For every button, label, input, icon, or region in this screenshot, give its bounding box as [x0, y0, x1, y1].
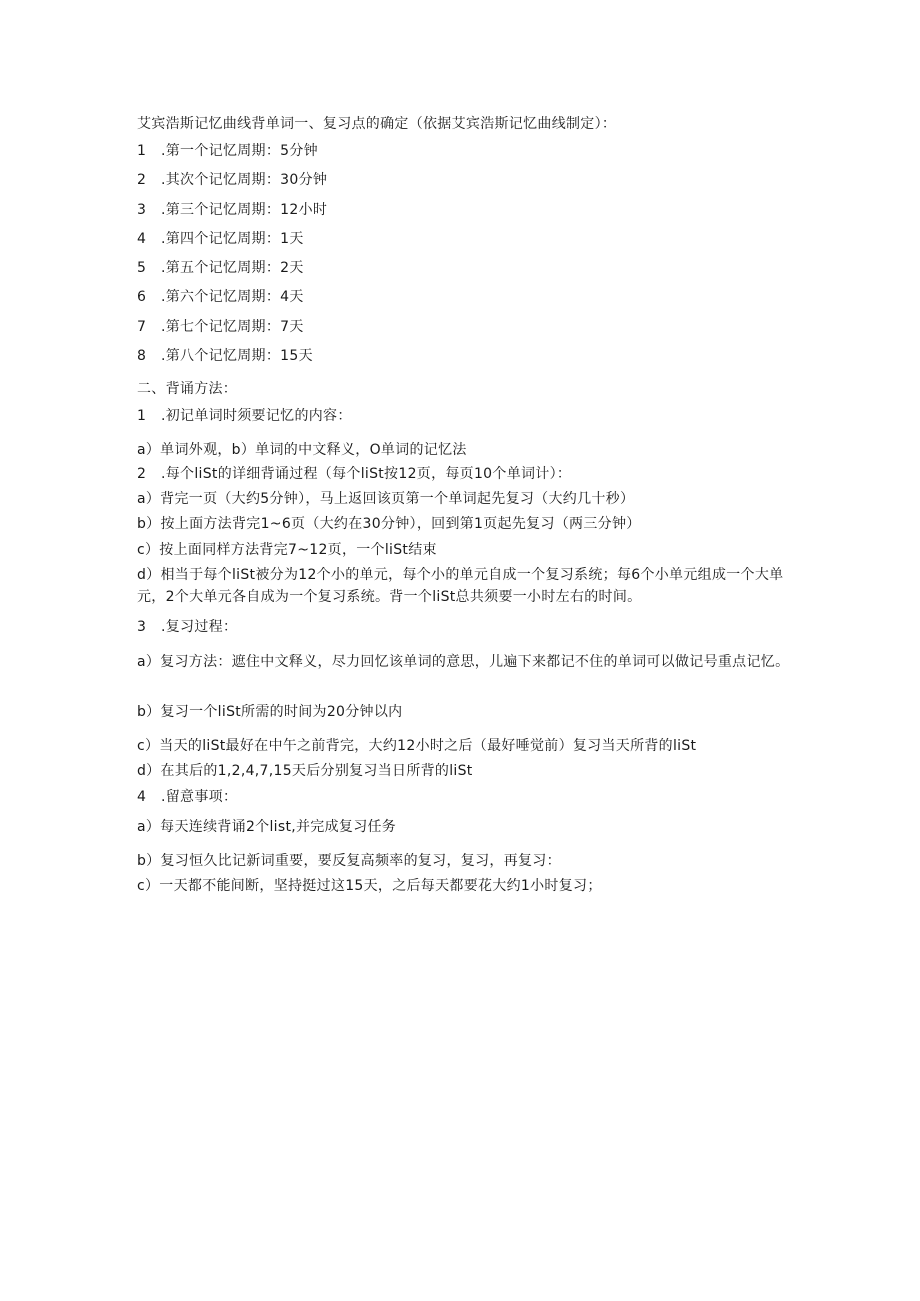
cycle-item-5: [137, 257, 797, 279]
cycle-item-1: [137, 140, 797, 162]
item-2-sub-d: d）相当于每个liSt被分为12个小的单元，每个小的单元自成一个复习系统；每6个小单元组成一个大单元，2个大单元各自成为一个复习系统。背一个liSt总共须要一小时左右的时间。: [137, 567, 784, 605]
cycle-number: 5: [137, 260, 147, 276]
cycle-text: .第五个记忆周期：2天: [161, 260, 304, 276]
cycle-number: 1: [137, 143, 147, 159]
cycle-number: 4: [137, 231, 147, 247]
cycle-item-8: [137, 345, 797, 367]
cycle-number: 6: [137, 289, 147, 305]
section-2-item-1: [137, 405, 797, 427]
item-4-sub-a: a）每天连续背诵2个list,并完成复习任务: [137, 819, 397, 835]
item-3-sub-b: b）复习一个liSt所需的时间为20分钟以内: [137, 704, 403, 720]
item-text: .初记单词时须要记忆的内容：: [161, 408, 352, 424]
section-2-item-3: [137, 616, 797, 638]
cycle-number: 3: [137, 202, 147, 218]
section-2-item-4: [137, 786, 797, 808]
item-text: .留意事项：: [161, 789, 238, 805]
cycle-text: .其次个记忆周期：30分钟: [161, 172, 328, 188]
item-2-sub-b: b）按上面方法背完1~6页（大约在30分钟），回到第1页起先复习（两三分钟）: [137, 516, 641, 532]
item-number: 3: [137, 619, 147, 635]
item-4-sub-b: b）复习恒久比记新词重要，要反复高频率的复习，复习，再复习：: [137, 853, 561, 869]
cycle-number: 8: [137, 348, 147, 364]
cycle-item-4: [137, 228, 797, 250]
item-3-sub-c: c）当天的liSt最好在中午之前背完，大约12小时之后（最好唾觉前）复习当天所背的liSt: [137, 738, 697, 754]
item-4-sub-c: c）一天都不能间断，坚持挺过这15天，之后每天都要花大约1小时复习；: [137, 878, 602, 894]
cycle-item-7: [137, 316, 797, 338]
cycle-item-3: [137, 199, 797, 221]
cycle-text: .第一个记忆周期：5分钟: [161, 143, 318, 159]
item-2-sub-a: a）背完一页（大约5分钟），马上返回该页第一个单词起先复习（大约几十秒）: [137, 491, 635, 507]
item-number: 2: [137, 466, 147, 482]
item-2-sub-c: c）按上面同样方法背完7~12页，一个liSt结束: [137, 542, 437, 558]
section-2-item-2: [137, 463, 797, 485]
cycle-text: .第七个记忆周期：7天: [161, 319, 304, 335]
cycle-item-2: [137, 169, 797, 191]
cycle-text: .第六个记忆周期：4天: [161, 289, 304, 305]
cycle-text: .第八个记忆周期：15天: [161, 348, 313, 364]
section-2-heading: 二、背诵方法：: [137, 381, 238, 397]
cycle-item-6: [137, 286, 797, 308]
item-3-sub-d: d）在其后的1,2,4,7,15天后分别复习当日所背的liSt: [137, 763, 473, 779]
item-text: .每个liSt的详细背诵过程（每个liSt按12页，每页10个单词计）：: [161, 466, 572, 482]
cycle-number: 7: [137, 319, 147, 335]
item-number: 1: [137, 408, 147, 424]
cycle-text: .第四个记忆周期：1天: [161, 231, 304, 247]
item-text: .复习过程：: [161, 619, 238, 635]
item-number: 4: [137, 789, 147, 805]
item-3-sub-a: a）复习方法：遮住中文释义，尽力回忆该单词的意思，儿遍下来都记不住的单词可以做记号重点记忆。: [137, 654, 790, 670]
item-1-sub-a: a）单词外观，b）单词的中文释义，O单词的记忆法: [137, 442, 467, 458]
document-title-line: 艾宾浩斯记忆曲线背单词一、复习点的确定（依据艾宾浩斯记忆曲线制定）：: [137, 116, 617, 132]
cycle-number: 2: [137, 172, 147, 188]
cycle-text: .第三个记忆周期：12小时: [161, 202, 328, 218]
